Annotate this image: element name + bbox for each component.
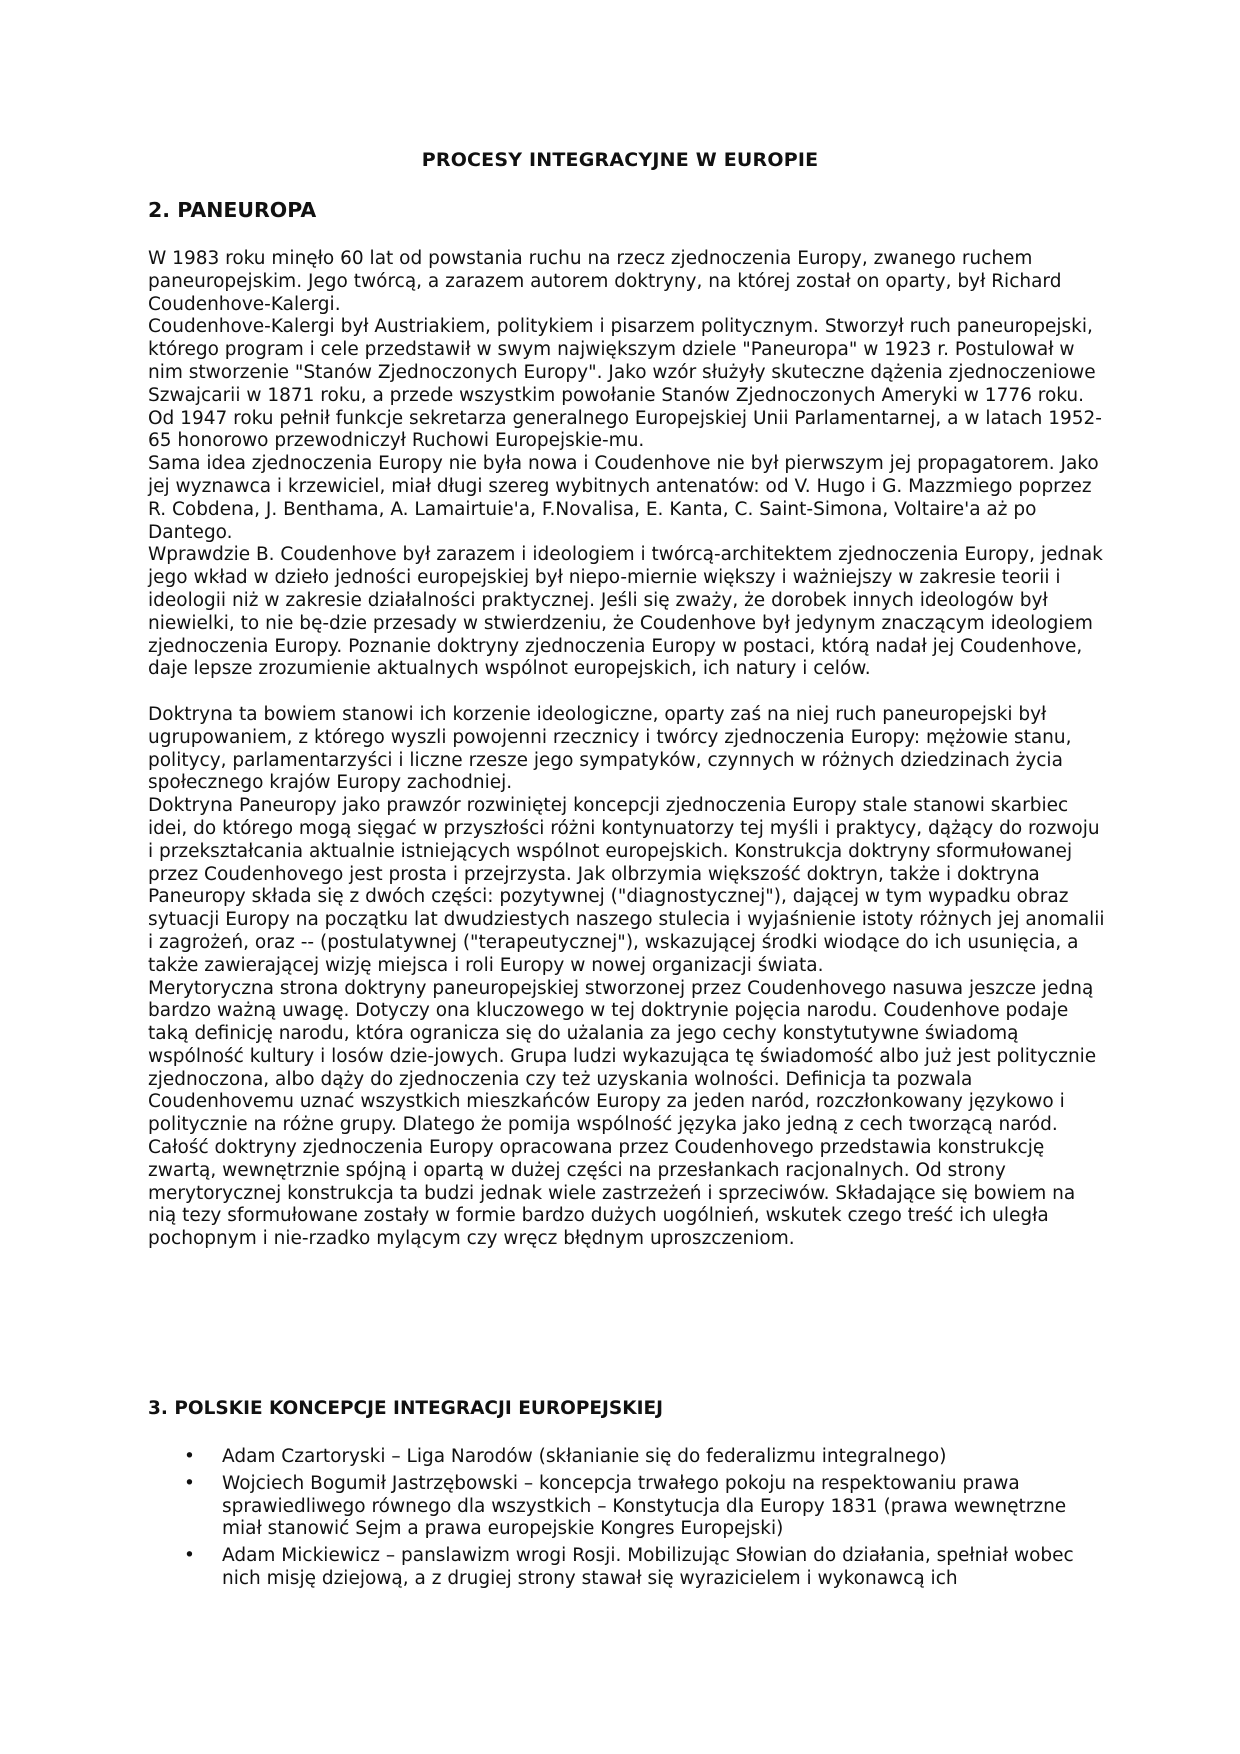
paragraph: Doktryna ta bowiem stanowi ich korzenie ideologiczne, oparty zaś na niej ruch paneuropejski był ugrupowaniem, z którego wyszli powojenni rzecznicy i twórcy zjednoczenia Europy: mężowie stanu, politycy, parlamentarzyści i liczne rzesze jego sympatyków, czynnych w różnych dziedzinach życia społecznego krajów Europy zachodniej. bbox=[148, 703, 1072, 794]
paragraph: Merytoryczna strona doktryny paneuropejskiej stworzonej przez Coudenhovego nasuwa jeszcze jedną bardzo ważną uwagę. Dotyczy ona kluczowego w tej doktrynie pojęcia narodu. Coudenhove podaje taką definicję narodu, która ogranicza się do użalania za jego cechy konstytutywne świadomą wspólność kultury i losów dzie-jowych. Grupa ludzi wykazująca tę świadomość albo już jest politycznie zjednoczona, albo dąży do zjednoczenia czy też uzyskania wolności. Definicja ta pozwala Coudenhovemu uznać wszystkich mieszkańców Europy za jeden naród, rozczłonkowany językowo i politycznie na różne grupy. Dlatego że pomija wspólność języka jako jedną z cech tworzącą naród. bbox=[148, 977, 1097, 1136]
list-item bbox=[148, 1446, 1108, 1469]
section-heading-polish-concepts: 3. POLSKIE KONCEPCJE INTEGRACJI EUROPEJSKIEJ bbox=[148, 1398, 663, 1419]
paragraph: Doktryna Paneuropy jako prawzór rozwiniętej koncepcji zjednoczenia Europy stale stanowi skarbiec idei, do którego mogą sięgać w przyszłości różni kontynuatorzy tej myśli i praktycy, dążący do rozwoju i przekształcania aktualnie istniejących wspólnot europejskich. Konstrukcja doktryny sformułowanej przez Coudenhovego jest prosta i przejrzysta. Jak olbrzymia większość doktryn, także i doktryna Paneuropy składa się z dwóch części: pozytywnej ("diagnostycznej"), dającej w tym wypadku obraz sytuacji Europy na początku lat dwudziestych naszego stulecia i wyjaśnienie istoty różnych jej anomalii i zagrożeń, oraz -- (postulatywnej ("terapeutycznej"), wskazującej środki wiodące do ich usunięcia, a także zawierającej wizję miejsca i roli Europy w nowej organizacji świata. bbox=[148, 795, 1105, 976]
paragraph: W 1983 roku minęło 60 lat od powstania ruchu na rzecz zjednoczenia Europy, zwanego ruchem paneuropejskim. Jego twórcą, a zarazem autorem doktryny, na której został on oparty, był Richard Coudenhove-Kalergi. bbox=[148, 248, 1062, 315]
list-item bbox=[148, 1473, 1108, 1541]
bullet-icon: • bbox=[184, 1446, 195, 1467]
list-item-text: Wojciech Bogumił Jastrzębowski – koncepcja trwałego pokoju na respektowaniu prawa sprawiedliwego równego dla wszystkich – Konstytucja dla Europy 1831 (prawa wewnętrzne miał stanowić Sejm a prawa europejskie Kongres Europejski) bbox=[222, 1472, 1067, 1540]
paragraph: Sama idea zjednoczenia Europy nie była nowa i Coudenhove nie był pierwszym jej propagatorem. Jako jej wyznawca i krzewiciel, miał długi szereg wybitnych antenatów: od V. Hugo i G. Mazzmiego poprzez R. Cobdena, J. Benthama, A. Lamairtuie'a, F.Novalisa, E. Kanta, C. Saint-Simona, Voltaire'a aż po Dantego. bbox=[148, 453, 1099, 543]
paragraph: Wprawdzie B. Coudenhove był zarazem i ideologiem i twórcą-architektem zjednoczenia Europy, jednak jego wkład w dzieło jedności europejskiej był niepo-miernie większy i ważniejszy w zakresie teorii i ideologii niż w zakresie działalności praktycznej. Jeśli się zważy, że dorobek innych ideologów był niewielki, to nie bę-dzie przesady w stwierdzeniu, że Coudenhove był jedynym znaczącym ideologiem zjednoczenia Europy. Poznanie doktryny zjednoczenia Europy w postaci, którą nadał jej Coudenhove, daje lepsze zrozumienie aktualnych wspólnot europejskich, ich natury i celów. bbox=[148, 544, 1103, 680]
bullet-icon: • bbox=[184, 1545, 195, 1567]
list-item-text: Adam Czartoryski – Liga Narodów (skłanianie się do federalizmu integralnego) bbox=[222, 1446, 947, 1467]
section-paneuropa-body bbox=[148, 248, 1108, 1251]
document-title: PROCESY INTEGRACYJNE W EUROPIE bbox=[421, 149, 819, 171]
paragraph: Coudenhove-Kalergi był Austriakiem, politykiem i pisarzem politycznym. Stworzył ruch paneuropejski, którego program i cele przedstawił w swym największym dziele "Paneuropa" w 1923 r. Postulował w nim stworzenie "Stanów Zjednoczonych Europy". Jako wzór służyły skuteczne dążenia zjednoczeniowe Szwajcarii w 1871 roku, a przede wszystkim powołanie Stanów Zjednoczonych Ameryki w 1776 roku. Od 1947 roku pełnił funkcje sekretarza generalnego Europejskiej Unii Parlamentarnej, a w latach 1952-65 honorowo przewodniczył Ruchowi Europejskie-mu. bbox=[148, 316, 1102, 452]
list-item bbox=[148, 1545, 1108, 1591]
list-item-text: Adam Mickiewicz – panslawizm wrogi Rosji. Mobilizując Słowian do działania, spełniał wobec nich misję dziejową, a z drugiej strony stawał się wyrazicielem i wykonawcą ich bbox=[222, 1545, 1074, 1589]
concepts-list bbox=[148, 1446, 1108, 1595]
bullet-icon: • bbox=[184, 1472, 195, 1494]
paragraph: Całość doktryny zjednoczenia Europy opracowana przez Coudenhovego przedstawia konstrukcję zwartą, wewnętrznie spójną i opartą w dużej części na przesłankach racjonalnych. Od strony merytorycznej konstrukcja ta budzi jednak wiele zastrzeżeń i sprzeciwów. Składające się bowiem na nią tezy sformułowane zostały w formie bardzo dużych uogólnień, wskutek czego treść ich uległa pochopnym i nie-rzadko mylącym czy wręcz błędnym uproszczeniom. bbox=[148, 1137, 1076, 1250]
section-heading-paneuropa: 2. PANEUROPA bbox=[148, 198, 317, 222]
